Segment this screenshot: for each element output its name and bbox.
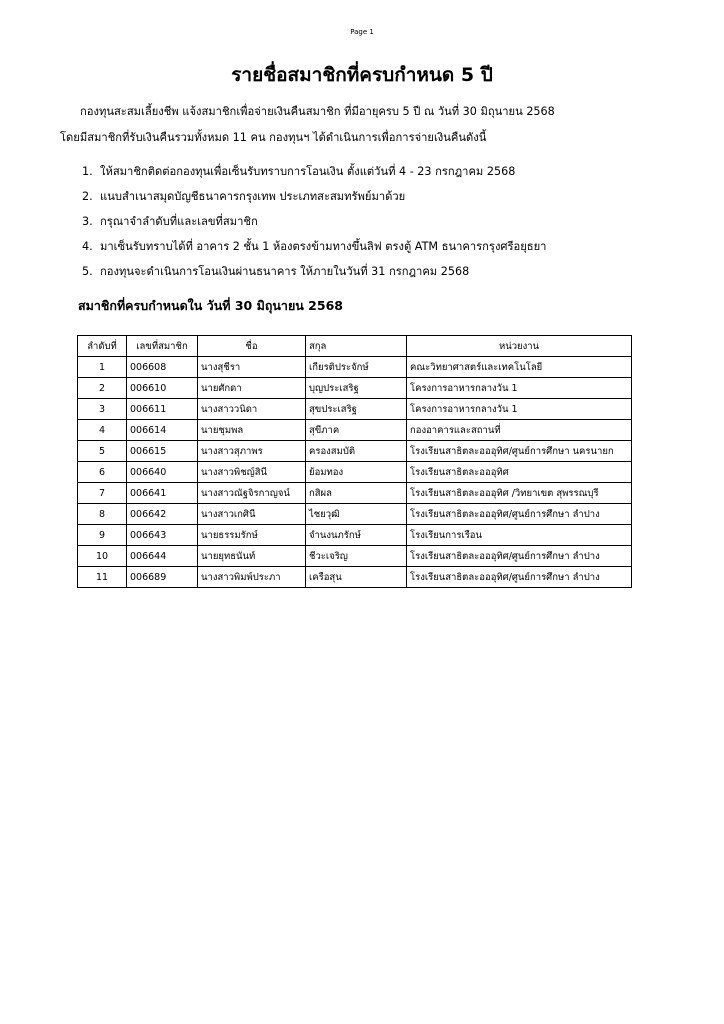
cell-member-id: 006643 <box>127 525 198 546</box>
cell-order: 7 <box>78 483 127 504</box>
instruction-item <box>82 259 702 284</box>
instruction-number: 3. <box>82 215 93 228</box>
cell-department: คณะวิทยาศาสตร์และเทคโนโลยี <box>407 357 632 378</box>
cell-last-name: เครือสุน <box>306 567 407 588</box>
cell-member-id: 006644 <box>127 546 198 567</box>
cell-last-name: จำนงนภรักษ์ <box>306 525 407 546</box>
cell-first-name: นายธรรมรักษ์ <box>198 525 306 546</box>
table-row <box>78 546 632 567</box>
cell-order: 6 <box>78 462 127 483</box>
table-row <box>78 483 632 504</box>
cell-first-name: นางสาวพิมพ์ประภา <box>198 567 306 588</box>
cell-department: โรงเรียนสาธิตละอออุทิศ/ศูนย์การศึกษา นครนายก <box>407 441 632 462</box>
cell-order: 1 <box>78 357 127 378</box>
cell-member-id: 006615 <box>127 441 198 462</box>
cell-last-name: เกียรติประจักษ์ <box>306 357 407 378</box>
cell-department: โรงเรียนสาธิตละอออุทิศ/ศูนย์การศึกษา ลำปาง <box>407 504 632 525</box>
cell-last-name: บุญประเสริฐ <box>306 378 407 399</box>
instruction-item <box>82 234 702 259</box>
cell-department: โครงการอาหารกลางวัน 1 <box>407 399 632 420</box>
cell-first-name: นางสุชีรา <box>198 357 306 378</box>
cell-order: 8 <box>78 504 127 525</box>
instruction-text: มาเซ็นรับทราบได้ที่ อาคาร 2 ชั้น 1 ห้องตรงข้ามทางขึ้นลิฟ ตรงตู้ ATM ธนาคารกรุงศรีอยุธยา <box>100 240 547 253</box>
header-department: หน่วยงาน <box>407 336 632 357</box>
cell-last-name: ครองสมบัติ <box>306 441 407 462</box>
cell-order: 3 <box>78 399 127 420</box>
cell-last-name: กสิผล <box>306 483 407 504</box>
cell-member-id: 006610 <box>127 378 198 399</box>
cell-order: 9 <box>78 525 127 546</box>
cell-member-id: 006614 <box>127 420 198 441</box>
cell-department: โครงการอาหารกลางวัน 1 <box>407 378 632 399</box>
instruction-item <box>82 159 702 184</box>
header-last-name: สกุล <box>306 336 407 357</box>
cell-last-name: สุขีภาค <box>306 420 407 441</box>
cell-member-id: 006611 <box>127 399 198 420</box>
cell-first-name: นางสาวสุภาพร <box>198 441 306 462</box>
cell-first-name: นางสาวพิชญ์สินี <box>198 462 306 483</box>
instruction-text: กรุณาจำลำดับที่และเลขที่สมาชิก <box>100 215 258 228</box>
table-header-row <box>78 336 632 357</box>
table-row <box>78 420 632 441</box>
cell-department: โรงเรียนสาธิตละอออุทิศ/ศูนย์การศึกษา ลำปาง <box>407 546 632 567</box>
cell-first-name: นายศักดา <box>198 378 306 399</box>
table-row <box>78 399 632 420</box>
instruction-number: 2. <box>82 190 93 203</box>
table-row <box>78 441 632 462</box>
cell-department: กองอาคารและสถานที่ <box>407 420 632 441</box>
instruction-text: กองทุนจะดำเนินการโอนเงินผ่านธนาคาร ให้ภายในวันที่ 31 กรกฎาคม 2568 <box>100 265 470 278</box>
instruction-item <box>82 184 702 209</box>
cell-first-name: นางสาววนิดา <box>198 399 306 420</box>
members-subheading: สมาชิกที่ครบกำหนดใน วันที่ 30 มิถุนายน 2568 <box>78 298 343 313</box>
cell-member-id: 006641 <box>127 483 198 504</box>
cell-last-name: สุขประเสริฐ <box>306 399 407 420</box>
cell-first-name: นายยุทธนันท์ <box>198 546 306 567</box>
members-table <box>77 335 632 588</box>
cell-first-name: นางสาวเกศินี <box>198 504 306 525</box>
table-row <box>78 357 632 378</box>
instruction-list <box>82 159 702 284</box>
instruction-number: 5. <box>82 265 93 278</box>
cell-member-id: 006608 <box>127 357 198 378</box>
cell-member-id: 006689 <box>127 567 198 588</box>
header-first-name: ชื่อ <box>198 336 306 357</box>
cell-last-name: ชีวะเจริญ <box>306 546 407 567</box>
instruction-text: ให้สมาชิกติดต่อกองทุนเพื่อเซ็นรับทราบการโอนเงิน ตั้งแต่วันที่ 4 - 23 กรกฎาคม 2568 <box>100 165 516 178</box>
cell-first-name: นายชุมพล <box>198 420 306 441</box>
table-row <box>78 525 632 546</box>
cell-department: โรงเรียนการเรือน <box>407 525 632 546</box>
instruction-item <box>82 209 702 234</box>
table-row <box>78 462 632 483</box>
intro-line-2: โดยมีสมาชิกที่รับเงินคืนรวมทั้งหมด 11 คน กองทุนฯ ได้ดำเนินการเพื่อการจ่ายเงินคืนดังนี้ <box>60 131 487 144</box>
cell-department: โรงเรียนสาธิตละอออุทิศ <box>407 462 632 483</box>
instruction-number: 1. <box>82 165 93 178</box>
table-row <box>78 504 632 525</box>
cell-order: 10 <box>78 546 127 567</box>
instruction-number: 4. <box>82 240 93 253</box>
cell-department: โรงเรียนสาธิตละอออุทิศ/ศูนย์การศึกษา ลำปาง <box>407 567 632 588</box>
cell-department: โรงเรียนสาธิตละอออุทิศ /วิทยาเขต สุพรรณบุรี <box>407 483 632 504</box>
page-number: Page 1 <box>350 28 374 36</box>
header-order: ลำดับที่ <box>78 336 127 357</box>
cell-first-name: นางสาวณัฐจิรกาญจน์ <box>198 483 306 504</box>
document-title: รายชื่อสมาชิกที่ครบกำหนด 5 ปี <box>231 64 493 86</box>
cell-last-name: ย้อมทอง <box>306 462 407 483</box>
cell-order: 11 <box>78 567 127 588</box>
cell-last-name: ไชยวุฒิ <box>306 504 407 525</box>
cell-member-id: 006640 <box>127 462 198 483</box>
cell-member-id: 006642 <box>127 504 198 525</box>
intro-paragraph <box>60 99 700 151</box>
table-row <box>78 378 632 399</box>
cell-order: 2 <box>78 378 127 399</box>
instruction-text: แนบสำเนาสมุดบัญชีธนาคารกรุงเทพ ประเภทสะสมทรัพย์มาด้วย <box>100 190 406 203</box>
header-member-id: เลขที่สมาชิก <box>127 336 198 357</box>
cell-order: 4 <box>78 420 127 441</box>
table-row <box>78 567 632 588</box>
intro-line-1: กองทุนสะสมเลี้ยงชีพ แจ้งสมาชิกเพื่อจ่ายเงินคืนสมาชิก ที่มีอายุครบ 5 ปี ณ วันที่ 30 มิถุนายน 2568 <box>80 105 555 118</box>
cell-order: 5 <box>78 441 127 462</box>
